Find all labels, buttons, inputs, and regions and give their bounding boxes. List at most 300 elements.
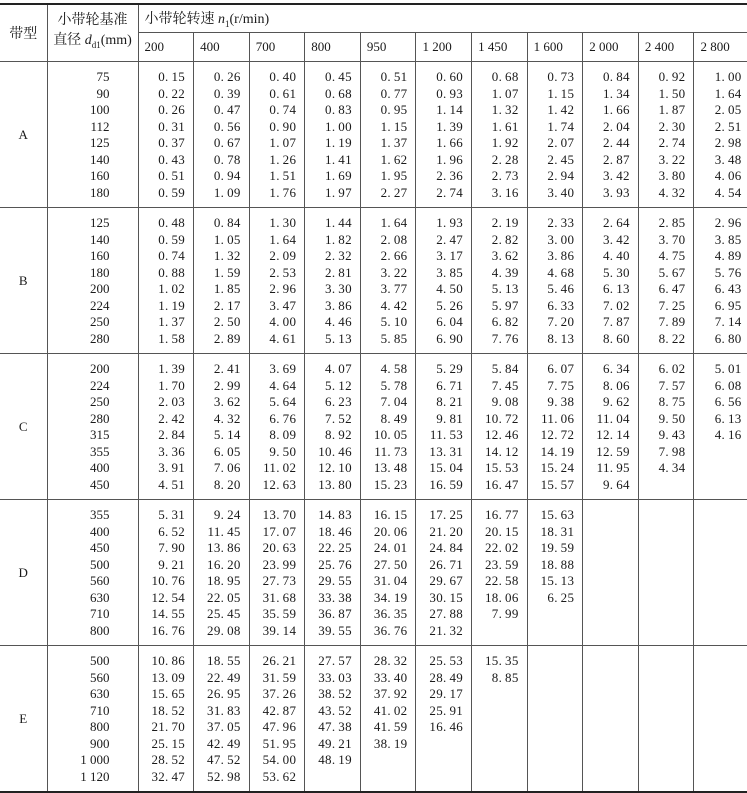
- power-value: 6. 08: [714, 377, 742, 393]
- power-value: 16. 76: [151, 622, 186, 638]
- power-value: 15. 13: [540, 573, 575, 588]
- power-value: 2. 50: [213, 314, 241, 329]
- power-value: 0. 37: [158, 135, 186, 150]
- power-value: 17. 07: [262, 523, 297, 539]
- power-value: 0. 59: [158, 231, 186, 247]
- power-value: 1. 70: [158, 377, 186, 393]
- power-value: 23. 99: [262, 556, 297, 572]
- power-rating-cell: [638, 646, 694, 793]
- power-value: 1. 19: [325, 135, 352, 150]
- power-value: 0. 73: [547, 69, 575, 84]
- power-value: 3. 70: [658, 231, 686, 247]
- power-value: 1. 37: [158, 314, 186, 329]
- power-value: 2. 45: [547, 151, 575, 167]
- power-value: 18. 88: [540, 556, 575, 572]
- power-value: 9. 24: [213, 507, 241, 522]
- power-value: 1. 92: [491, 135, 519, 150]
- power-value: 0. 43: [158, 151, 186, 167]
- power-value: 38. 52: [318, 686, 352, 701]
- power-value: 20. 06: [373, 523, 408, 539]
- power-value: 20. 63: [262, 540, 297, 555]
- power-rating-cell: [360, 62, 416, 208]
- power-value: 9. 50: [658, 410, 686, 426]
- power-value: 47. 52: [207, 752, 241, 767]
- power-value: 1. 32: [491, 102, 519, 117]
- diameter-cell: [47, 500, 138, 646]
- speed-column-header: 800: [305, 33, 361, 62]
- power-rating-cell: [527, 354, 583, 500]
- power-value: 1. 05: [213, 231, 241, 247]
- diameter-symbol: d: [84, 33, 92, 49]
- power-value: 0. 39: [213, 85, 241, 101]
- power-rating-cell: [194, 500, 250, 646]
- speed-column-header: 400: [194, 33, 250, 62]
- diameter-subscript: d1: [91, 39, 101, 50]
- power-value: 5. 01: [714, 361, 742, 376]
- power-value: 1. 42: [547, 102, 575, 117]
- power-rating-cell: [194, 646, 250, 793]
- power-value: 5. 46: [547, 281, 575, 296]
- power-value: 38. 19: [373, 735, 408, 751]
- power-rating-cell: [360, 500, 416, 646]
- diameter-value: 125: [90, 215, 110, 230]
- power-rating-cell: [694, 646, 747, 793]
- power-value: 2. 73: [491, 168, 519, 183]
- power-value: 1. 69: [325, 168, 352, 183]
- power-value: 4. 50: [436, 281, 464, 296]
- diameter-value: 280: [90, 330, 110, 346]
- power-value: 25. 91: [429, 702, 464, 718]
- power-value: 13. 70: [262, 507, 297, 522]
- power-value: 42. 87: [262, 702, 297, 718]
- power-rating-cell: [527, 208, 583, 354]
- diameter-value: 1 120: [80, 768, 110, 784]
- power-value: 3. 77: [380, 281, 408, 296]
- power-value: 7. 02: [602, 297, 630, 313]
- power-value: 13. 80: [318, 476, 352, 492]
- diameter-value: 710: [90, 702, 110, 718]
- power-value: 2. 05: [714, 102, 742, 117]
- power-value: 1. 87: [658, 102, 686, 117]
- power-value: 8. 20: [213, 476, 241, 492]
- power-value: 8. 75: [658, 394, 686, 409]
- power-value: 2. 94: [547, 168, 575, 183]
- power-value: 14. 83: [318, 507, 352, 522]
- power-value: 17. 25: [429, 507, 464, 522]
- power-value: 18. 46: [318, 523, 352, 539]
- power-rating-cell: [527, 646, 583, 793]
- power-value: 12. 72: [540, 427, 575, 442]
- power-rating-cell: [472, 62, 528, 208]
- power-value: 2. 17: [213, 297, 241, 313]
- power-value: 43. 52: [318, 702, 352, 718]
- speed-symbol: n: [218, 12, 225, 28]
- power-value: 7. 87: [602, 314, 630, 329]
- power-value: 26. 71: [429, 556, 464, 572]
- power-value: 0. 48: [158, 215, 186, 230]
- power-value: 1. 14: [436, 102, 464, 117]
- power-value: 12. 54: [151, 589, 186, 605]
- power-value: 0. 94: [213, 168, 241, 183]
- power-value: 10. 72: [485, 410, 519, 426]
- power-rating-cell: [527, 500, 583, 646]
- power-rating-cell: [194, 354, 250, 500]
- diameter-value: 140: [90, 151, 110, 167]
- power-value: 4. 68: [547, 264, 575, 280]
- power-value: 27. 57: [318, 653, 352, 668]
- power-value: 1. 09: [213, 184, 241, 200]
- diameter-unit: (mm): [100, 33, 132, 49]
- power-value: 1. 07: [269, 135, 297, 150]
- diameter-value: 75: [96, 69, 110, 84]
- power-value: 23. 59: [485, 556, 519, 572]
- diameter-value: 160: [90, 168, 110, 183]
- power-value: 19. 59: [540, 540, 575, 555]
- diameter-header-line2: [48, 31, 138, 55]
- power-value: 47. 96: [262, 719, 297, 734]
- power-value: 2. 47: [436, 231, 464, 247]
- power-value: 5. 26: [436, 297, 464, 313]
- diameter-value: 710: [90, 606, 110, 621]
- diameter-value: 200: [90, 361, 110, 376]
- power-value: 0. 56: [213, 118, 241, 134]
- power-rating-cell: [416, 208, 472, 354]
- power-value: 1. 96: [436, 151, 464, 167]
- power-value: 41. 59: [373, 719, 408, 734]
- power-rating-cell: [305, 500, 361, 646]
- power-value: 11. 06: [541, 410, 575, 426]
- power-value: 0. 51: [158, 168, 186, 183]
- power-value: 21. 32: [429, 622, 464, 638]
- diameter-value: 630: [90, 589, 110, 605]
- power-value: 2. 53: [269, 264, 297, 280]
- belt-type-group: [0, 500, 747, 646]
- diameter-prefix: 直径: [53, 33, 85, 49]
- power-value: 1. 74: [547, 118, 575, 134]
- diameter-cell: [47, 646, 138, 793]
- power-value: 1. 30: [269, 215, 297, 230]
- power-value: 3. 22: [380, 264, 408, 280]
- table-row: [0, 62, 747, 208]
- power-value: 6. 02: [658, 361, 686, 376]
- power-value: 15. 57: [540, 476, 575, 492]
- belt-type-cell: C: [0, 354, 47, 500]
- power-value: 2. 08: [380, 231, 408, 247]
- power-value: 5. 78: [380, 377, 408, 393]
- power-value: 2. 99: [213, 377, 241, 393]
- power-value: 1. 59: [213, 264, 241, 280]
- power-value: 15. 24: [540, 460, 575, 475]
- diameter-value: 800: [90, 622, 110, 638]
- power-rating-cell: [583, 646, 639, 793]
- speed-column-header: 950: [360, 33, 416, 62]
- power-value: 4. 51: [158, 476, 186, 492]
- power-value: 8. 06: [602, 377, 630, 393]
- power-value: 25. 45: [207, 606, 241, 621]
- power-value: 42. 49: [207, 735, 241, 751]
- belt-type-group: [0, 646, 747, 793]
- power-value: 6. 25: [547, 589, 575, 605]
- power-value: 9. 62: [602, 394, 630, 409]
- power-rating-cell: [527, 62, 583, 208]
- power-value: 2. 74: [658, 135, 686, 150]
- power-value: 48. 19: [318, 752, 352, 767]
- power-value: 9. 21: [158, 556, 186, 572]
- power-value: 4. 75: [658, 248, 686, 263]
- speed-header: [138, 4, 747, 33]
- power-value: 4. 39: [491, 264, 519, 280]
- power-value: 5. 85: [380, 330, 408, 346]
- belt-type-group: [0, 354, 747, 500]
- speed-prefix: 小带轮转速: [144, 12, 218, 28]
- power-value: 47. 38: [318, 719, 352, 734]
- power-value: 18. 31: [540, 523, 575, 539]
- table-row: [0, 354, 747, 500]
- power-value: 12. 14: [596, 427, 630, 442]
- power-value: 1. 44: [325, 215, 352, 230]
- power-value: 7. 52: [325, 410, 352, 426]
- power-value: 0. 68: [325, 85, 352, 101]
- power-value: 5. 12: [325, 377, 352, 393]
- power-value: 7. 75: [547, 377, 575, 393]
- power-rating-cell: [472, 646, 528, 793]
- diameter-cell: [47, 208, 138, 354]
- power-value: 4. 42: [380, 297, 408, 313]
- power-value: 3. 91: [158, 460, 186, 475]
- power-value: 31. 68: [262, 589, 297, 605]
- power-value: 5. 10: [380, 314, 408, 329]
- power-value: 3. 48: [714, 151, 742, 167]
- power-value: 1. 66: [602, 102, 630, 117]
- diameter-value: 450: [90, 540, 110, 555]
- power-value: 11. 73: [374, 443, 408, 459]
- power-value: 3. 93: [602, 184, 630, 200]
- power-value: 0. 84: [213, 215, 241, 230]
- power-value: 18. 95: [207, 573, 241, 588]
- power-value: 52. 98: [207, 768, 241, 784]
- power-value: 12. 46: [485, 427, 519, 442]
- power-value: 6. 80: [714, 330, 742, 346]
- power-value: 2. 07: [547, 135, 575, 150]
- power-value: 16. 47: [485, 476, 519, 492]
- power-value: 6. 23: [325, 394, 352, 409]
- power-value: 22. 58: [485, 573, 519, 588]
- power-value: 0. 77: [380, 85, 408, 101]
- power-value: 15. 04: [429, 460, 464, 475]
- power-value: 4. 06: [714, 168, 742, 183]
- power-value: 2. 89: [213, 330, 241, 346]
- power-value: 14. 55: [151, 606, 186, 621]
- power-value: 37. 05: [207, 719, 241, 734]
- power-value: 0. 67: [213, 135, 241, 150]
- power-value: 0. 84: [602, 69, 630, 84]
- power-value: 12. 63: [262, 476, 297, 492]
- diameter-value: 224: [90, 297, 110, 313]
- belt-type-group: [0, 62, 747, 208]
- power-value: 5. 64: [269, 394, 297, 409]
- power-value: 2. 96: [269, 281, 297, 296]
- speed-column-header: 1 450: [472, 33, 528, 62]
- power-value: 20. 15: [485, 523, 519, 539]
- power-rating-cell: [583, 354, 639, 500]
- power-value: 3. 30: [325, 281, 352, 296]
- power-value: 15. 63: [540, 507, 575, 522]
- power-rating-cell: [694, 500, 747, 646]
- power-value: 0. 40: [269, 69, 297, 84]
- power-value: 2. 64: [602, 215, 630, 230]
- power-value: 3. 80: [658, 168, 686, 183]
- diameter-value: 900: [90, 735, 110, 751]
- power-rating-cell: [305, 62, 361, 208]
- power-value: 14. 19: [540, 443, 575, 459]
- power-rating-cell: [305, 208, 361, 354]
- power-value: 12. 59: [596, 443, 630, 459]
- power-value: 2. 19: [491, 215, 519, 230]
- power-value: 18. 06: [485, 589, 519, 605]
- diameter-value: 500: [90, 653, 110, 668]
- power-value: 6. 90: [436, 330, 464, 346]
- power-value: 15. 65: [151, 686, 186, 701]
- diameter-value: 400: [90, 460, 110, 475]
- speed-column-header: 200: [138, 33, 194, 62]
- power-value: 7. 90: [158, 540, 186, 555]
- diameter-cell: [47, 354, 138, 500]
- power-rating-cell: [249, 62, 305, 208]
- power-rating-cell: [138, 354, 194, 500]
- power-value: 0. 74: [269, 102, 297, 117]
- power-rating-cell: [472, 500, 528, 646]
- power-rating-cell: [138, 646, 194, 793]
- diameter-value: 630: [90, 686, 110, 701]
- power-value: 13. 09: [151, 669, 186, 685]
- power-value: 7. 04: [380, 394, 408, 409]
- power-value: 4. 40: [602, 248, 630, 263]
- power-value: 22. 49: [207, 669, 241, 685]
- power-value: 3. 36: [158, 443, 186, 459]
- power-value: 34. 19: [373, 589, 408, 605]
- table-row: [0, 208, 747, 354]
- power-value: 0. 15: [158, 69, 186, 84]
- power-value: 35. 59: [262, 606, 297, 621]
- belt-type-cell: A: [0, 62, 47, 208]
- power-value: 2. 32: [325, 248, 352, 263]
- power-value: 16. 59: [429, 476, 464, 492]
- power-value: 37. 92: [373, 686, 408, 701]
- power-value: 7. 25: [658, 297, 686, 313]
- belt-type-cell: B: [0, 208, 47, 354]
- power-value: 6. 47: [658, 281, 686, 296]
- power-value: 2. 28: [491, 151, 519, 167]
- power-value: 18. 52: [151, 702, 186, 718]
- power-value: 6. 56: [714, 394, 742, 409]
- diameter-value: 180: [90, 184, 110, 200]
- power-value: 4. 58: [380, 361, 408, 376]
- diameter-value: 125: [90, 135, 110, 150]
- power-value: 18. 55: [207, 653, 241, 668]
- power-value: 7. 57: [658, 377, 686, 393]
- power-value: 2. 30: [658, 118, 686, 134]
- power-value: 31. 59: [262, 669, 297, 685]
- power-value: 25. 15: [151, 735, 186, 751]
- power-value: 0. 26: [158, 102, 186, 117]
- power-value: 36. 76: [373, 622, 408, 638]
- power-value: 1. 50: [658, 85, 686, 101]
- power-value: 13. 31: [429, 443, 464, 459]
- power-value: 1. 34: [602, 85, 630, 101]
- power-value: 7. 06: [213, 460, 241, 475]
- power-rating-cell: [249, 354, 305, 500]
- power-value: 1. 64: [269, 231, 297, 247]
- power-value: 2. 85: [658, 215, 686, 230]
- power-value: 24. 01: [373, 540, 408, 555]
- power-value: 0. 93: [436, 85, 464, 101]
- power-value: 29. 17: [429, 686, 464, 701]
- power-value: 8. 21: [436, 394, 464, 409]
- power-value: 10. 76: [151, 573, 186, 588]
- power-value: 27. 88: [429, 606, 464, 621]
- power-value: 5. 14: [213, 427, 241, 442]
- power-value: 0. 74: [158, 248, 186, 263]
- power-value: 28. 49: [429, 669, 464, 685]
- power-value: 54. 00: [262, 752, 297, 767]
- power-value: 5. 31: [158, 507, 186, 522]
- power-value: 3. 62: [213, 394, 241, 409]
- power-value: 41. 02: [373, 702, 408, 718]
- power-rating-cell: [305, 646, 361, 793]
- power-value: 39. 55: [318, 622, 352, 638]
- table-row: [0, 646, 747, 793]
- power-value: 27. 50: [373, 556, 408, 572]
- power-rating-cell: [638, 354, 694, 500]
- power-value: 5. 30: [602, 264, 630, 280]
- power-value: 28. 52: [151, 752, 186, 767]
- power-value: 1. 93: [436, 215, 464, 230]
- diameter-value: 140: [90, 231, 110, 247]
- power-value: 3. 47: [269, 297, 297, 313]
- power-value: 3. 16: [491, 184, 519, 200]
- power-rating-cell: [249, 646, 305, 793]
- power-rating-cell: [583, 208, 639, 354]
- diameter-value: 560: [90, 669, 110, 685]
- power-value: 11. 53: [429, 427, 464, 442]
- power-value: 4. 61: [269, 330, 297, 346]
- power-value: 36. 87: [318, 606, 352, 621]
- power-value: 9. 38: [547, 394, 575, 409]
- power-value: 1. 00: [325, 118, 352, 134]
- power-value: 4. 54: [714, 184, 742, 200]
- power-rating-cell: [249, 208, 305, 354]
- diameter-value: 500: [90, 556, 110, 572]
- power-value: 3. 42: [602, 168, 630, 183]
- table-row: [0, 500, 747, 646]
- power-rating-cell: [360, 354, 416, 500]
- power-value: 49. 21: [318, 735, 352, 751]
- diameter-value: 400: [90, 523, 110, 539]
- power-value: 0. 83: [325, 102, 352, 117]
- power-value: 25. 53: [429, 653, 464, 668]
- power-value: 1. 51: [269, 168, 297, 183]
- power-rating-cell: [583, 500, 639, 646]
- power-value: 1. 07: [491, 85, 519, 101]
- power-value: 15. 53: [485, 460, 519, 475]
- power-value: 1. 19: [158, 297, 186, 313]
- power-value: 24. 84: [429, 540, 464, 555]
- power-value: 8. 13: [547, 330, 575, 346]
- power-value: 5. 76: [714, 264, 742, 280]
- power-value: 2. 04: [602, 118, 630, 134]
- power-value: 1. 00: [714, 69, 742, 84]
- power-value: 1. 97: [325, 184, 352, 200]
